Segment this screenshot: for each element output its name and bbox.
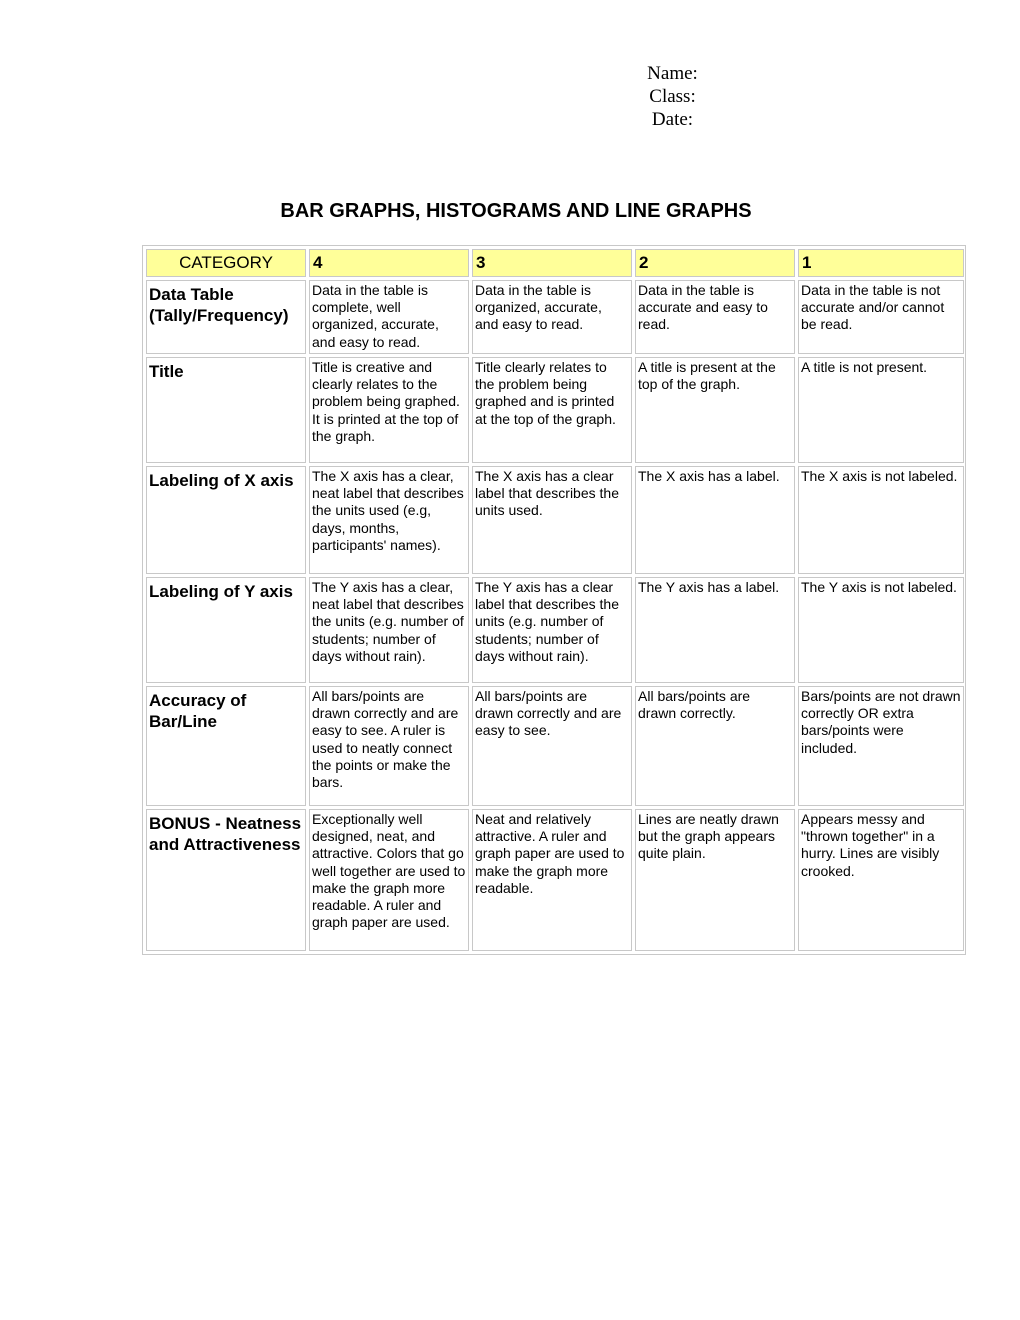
criterion-label: BONUS - Neatness and Attractiveness bbox=[146, 809, 306, 951]
descriptor-cell: Appears messy and "thrown together" in a hurry. Lines are visibly crooked. bbox=[798, 809, 964, 951]
descriptor-cell: Neat and relatively attractive. A ruler and graph paper are used to make the graph more readable. bbox=[472, 809, 632, 951]
descriptor-cell: Title is creative and clearly relates to the problem being graphed. It is printed at the top of the graph. bbox=[309, 357, 469, 463]
rubric-row-title bbox=[146, 357, 964, 463]
descriptor-cell: The X axis has a clear label that describes the units used. bbox=[472, 466, 632, 574]
descriptor-cell: Bars/points are not drawn correctly OR extra bars/points were included. bbox=[798, 686, 964, 806]
column-header-score-4: 4 bbox=[309, 249, 469, 277]
class-label: Class: bbox=[649, 86, 696, 107]
column-header-score-3: 3 bbox=[472, 249, 632, 277]
descriptor-cell: A title is present at the top of the graph. bbox=[635, 357, 795, 463]
descriptor-cell: All bars/points are drawn correctly and are easy to see. A ruler is used to neatly connect the points or make the bars. bbox=[309, 686, 469, 806]
descriptor-cell: Data in the table is accurate and easy to read. bbox=[635, 280, 795, 354]
rubric-row-bonus bbox=[146, 809, 964, 951]
descriptor-cell: Data in the table is organized, accurate, and easy to read. bbox=[472, 280, 632, 354]
descriptor-cell: The X axis is not labeled. bbox=[798, 466, 964, 574]
descriptor-cell: The Y axis is not labeled. bbox=[798, 577, 964, 683]
descriptor-cell: Data in the table is complete, well organized, accurate, and easy to read. bbox=[309, 280, 469, 354]
column-header-score-1: 1 bbox=[798, 249, 964, 277]
descriptor-cell: Exceptionally well designed, neat, and attractive. Colors that go well together are used to make the graph more readable. A ruler and graph paper are used. bbox=[309, 809, 469, 951]
descriptor-cell: Title clearly relates to the problem being graphed and is printed at the top of the graph. bbox=[472, 357, 632, 463]
column-header-score-2: 2 bbox=[635, 249, 795, 277]
rubric-header-row bbox=[146, 249, 964, 277]
student-info-block bbox=[560, 62, 785, 131]
descriptor-cell: Lines are neatly drawn but the graph appears quite plain. bbox=[635, 809, 795, 951]
rubric-row-x-axis bbox=[146, 466, 964, 574]
descriptor-cell: The Y axis has a clear, neat label that describes the units (e.g. number of students; number of days without rain). bbox=[309, 577, 469, 683]
date-label: Date: bbox=[651, 109, 694, 130]
descriptor-cell: The Y axis has a label. bbox=[635, 577, 795, 683]
descriptor-cell: All bars/points are drawn correctly and are easy to see. bbox=[472, 686, 632, 806]
descriptor-cell: A title is not present. bbox=[798, 357, 964, 463]
name-label: Name: bbox=[647, 63, 698, 84]
descriptor-cell: The X axis has a label. bbox=[635, 466, 795, 574]
column-header-category: CATEGORY bbox=[146, 249, 306, 277]
rubric-table bbox=[143, 246, 967, 954]
rubric-row-data-table bbox=[146, 280, 964, 354]
criterion-label: Title bbox=[146, 357, 306, 463]
descriptor-cell: The X axis has a clear, neat label that describes the units used (e.g, days, months, participants' names). bbox=[309, 466, 469, 574]
page-title: BAR GRAPHS, HISTOGRAMS AND LINE GRAPHS bbox=[280, 200, 752, 222]
rubric-row-y-axis bbox=[146, 577, 964, 683]
descriptor-cell: Data in the table is not accurate and/or cannot be read. bbox=[798, 280, 964, 354]
criterion-label: Labeling of X axis bbox=[146, 466, 306, 574]
criterion-label: Accuracy of Bar/Line bbox=[146, 686, 306, 806]
criterion-label: Data Table (Tally/Frequency) bbox=[146, 280, 306, 354]
descriptor-cell: The Y axis has a clear label that describes the units (e.g. number of students; number of days without rain). bbox=[472, 577, 632, 683]
rubric-table-frame bbox=[142, 245, 966, 955]
rubric-row-accuracy bbox=[146, 686, 964, 806]
descriptor-cell: All bars/points are drawn correctly. bbox=[635, 686, 795, 806]
criterion-label: Labeling of Y axis bbox=[146, 577, 306, 683]
